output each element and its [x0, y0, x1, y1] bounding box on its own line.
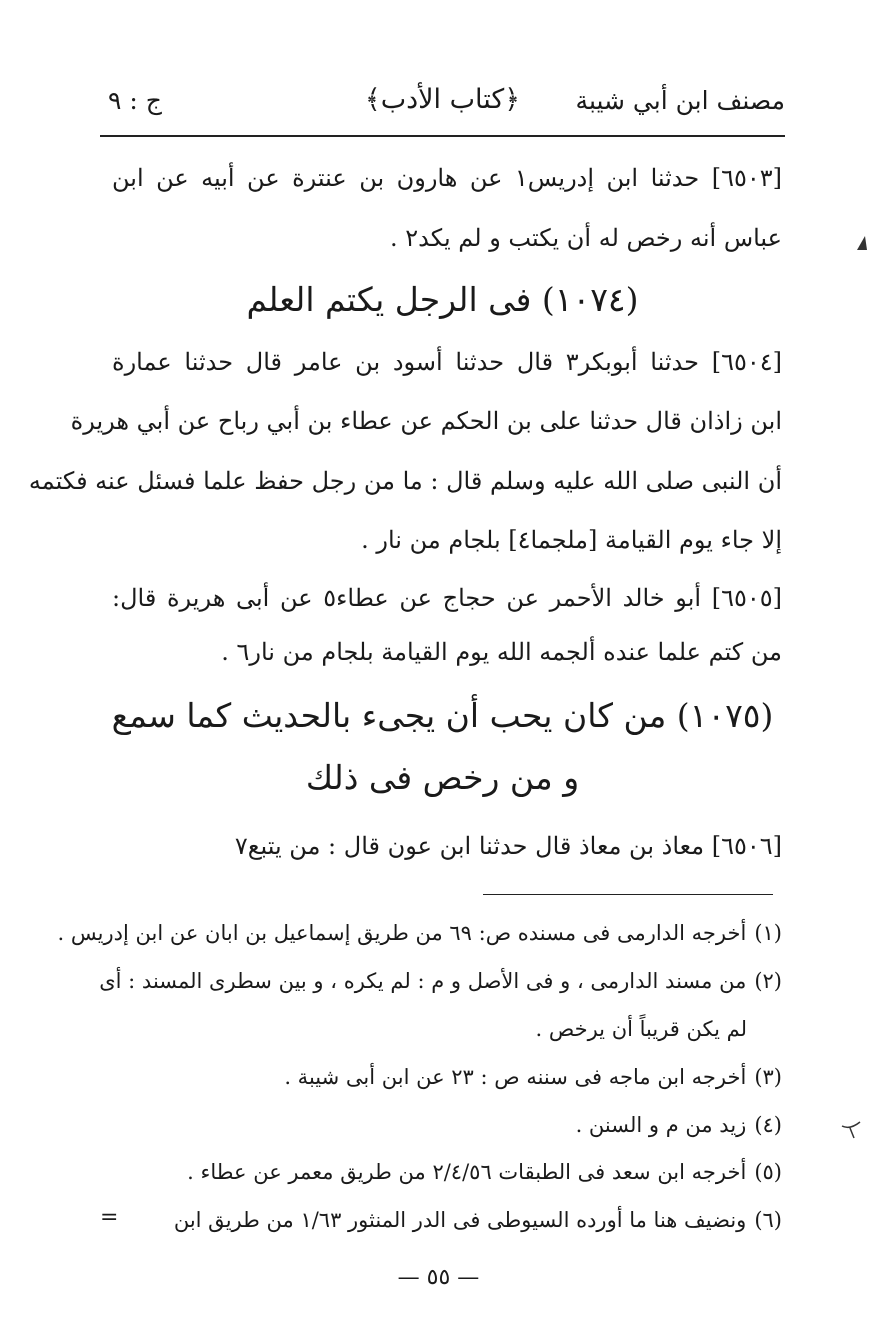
footnote-5-number: (٥) [754, 1160, 782, 1184]
page-number: — ٥٥ — [397, 1265, 480, 1290]
footnote-3 [102, 1062, 782, 1096]
chapter-heading-1075-line-1: (١٠٧٥) من كان يحب أن يجىء بالحديث كما سمع [111, 696, 774, 735]
book-title: مصنف ابن أبي شيبة [575, 86, 785, 115]
footnote-6 [162, 1205, 782, 1239]
footnote-2 [99, 966, 782, 1000]
footnote-4 [102, 1110, 782, 1144]
continuation-mark: = [100, 1205, 119, 1230]
footnote-3-text: أخرجه ابن ماجه فى سننه ص : ٢٣ عن ابن أبى شيبة . [284, 1065, 747, 1089]
footnote-6-number: (٦) [754, 1208, 782, 1232]
footnote-4-number: (٤) [754, 1113, 782, 1137]
footnote-1-text: أخرجه الدارمى فى مسنده ص: ٦٩ من طريق إسماعيل بن ابان عن ابن إدريس . [57, 921, 747, 945]
footnote-6-text: ونضيف هنا ما أورده السيوطى فى الدر المنثور ١/٦٣ من طريق ابن [173, 1208, 747, 1232]
hadith-6505-line-2: من كتم علما عنده ألجمه الله يوم القيامة بلجام من نار٦ . [221, 638, 782, 666]
footnote-4-text: زيد من م و السنن . [575, 1113, 747, 1137]
hadith-6506-line-1: [٦٥٠٦] معاذ بن معاذ قال حدثنا ابن عون قال : من يتبع٧ [234, 832, 782, 860]
footnote-2-continuation: لم يكن قريباً أن يرخص . [535, 1017, 747, 1041]
footnote-5 [102, 1157, 782, 1191]
hadith-6503-line-2: عباس أنه رخص له أن يكتب و لم يكد٢ . [389, 224, 782, 252]
hadith-6503-line-1: [٦٥٠٣] حدثنا ابن إدريس١ عن هارون بن عنترة عن أبيه عن ابن [112, 164, 782, 192]
margin-tick-icon [840, 1120, 864, 1140]
footnote-1-number: (١) [754, 921, 782, 945]
hadith-6504-line-1: [٦٥٠٤] حدثنا أبوبكر٣ قال حدثنا أسود بن عامر قال حدثنا عمارة [112, 348, 782, 376]
header-rule [100, 135, 785, 137]
footnote-rule [483, 894, 773, 895]
footnote-2-number: (٢) [754, 969, 782, 993]
hadith-6504-line-4: إلا جاء يوم القيامة [ملجما٤] بلجام من نار . [361, 526, 782, 554]
chapter-heading-1074: (١٠٧٤) فى الرجل يكتم العلم [246, 280, 639, 319]
hadith-6504-line-2: ابن زاذان قال حدثنا على بن الحكم عن عطاء بن أبي رباح عن أبي هريرة [70, 407, 782, 435]
footnote-1 [57, 918, 782, 952]
margin-mark-icon [855, 232, 873, 254]
volume-number: ج : ٩ [108, 86, 162, 115]
chapter-heading-1075-line-2: و من رخص فى ذلك [305, 758, 580, 797]
hadith-6504-line-3: أن النبى صلى الله عليه وسلم قال : ما من رجل حفظ علما فسئل عنه فكتمه [28, 467, 782, 495]
footnote-5-text: أخرجه ابن سعد فى الطبقات ٢/٤/٥٦ من طريق معمر عن عطاء . [187, 1160, 747, 1184]
footnote-3-number: (٣) [754, 1065, 782, 1089]
footnote-2-text: من مسند الدارمى ، و فى الأصل و م : لم يكره ، و بين سطرى المسند : أى [99, 969, 747, 993]
hadith-6505-line-1: [٦٥٠٥] أبو خالد الأحمر عن حجاج عن عطاء٥ عن أبى هريرة قال: [112, 584, 782, 612]
chapter-title: ﴿كتاب الأدب﴾ [364, 84, 521, 115]
running-header [100, 82, 785, 126]
